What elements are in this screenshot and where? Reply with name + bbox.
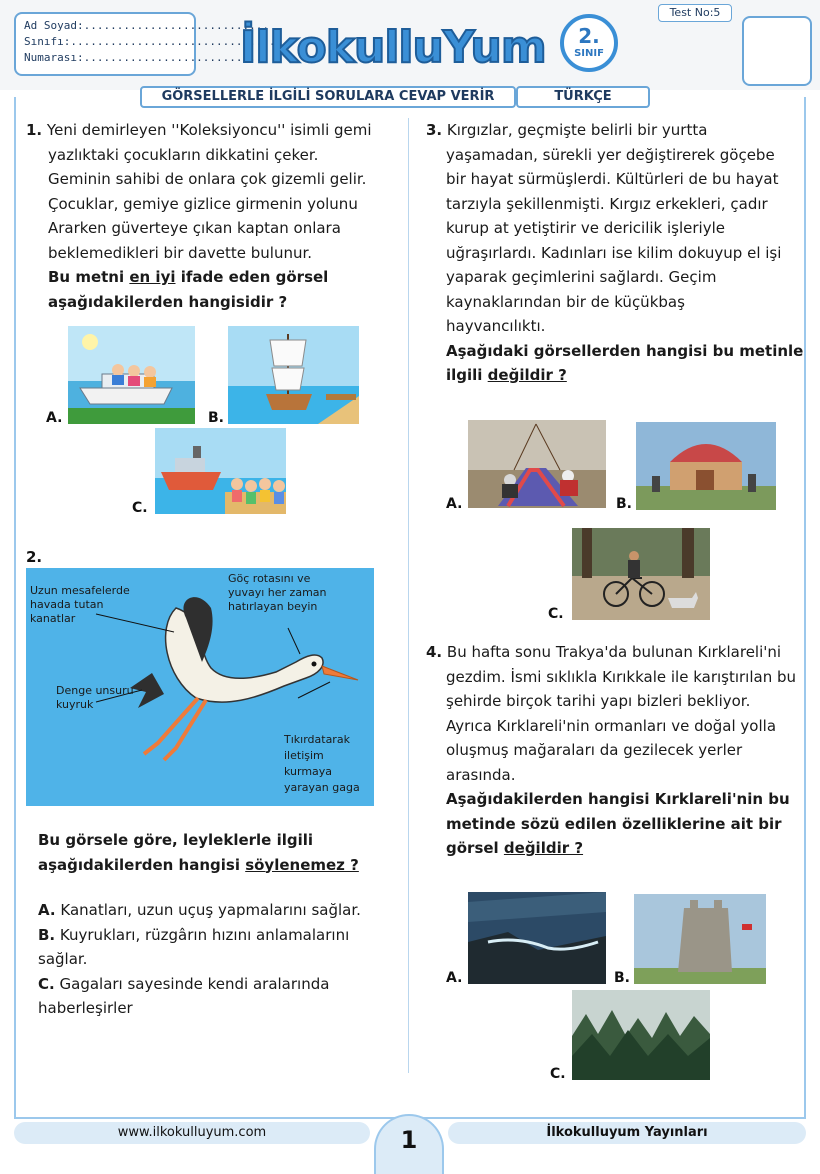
rocky-coast-image[interactable] [468, 892, 606, 984]
tail-label: Denge unsuru kuyruk [56, 684, 134, 711]
option-label: A. [446, 496, 463, 512]
stork-diagram [26, 568, 374, 806]
option-label: B. [614, 970, 630, 986]
bicycle-dog-image[interactable] [572, 528, 710, 620]
text-line: Çocuklar, gemiye gizlice girmenin yolunu [48, 194, 358, 213]
grade-number: 2. [578, 24, 600, 48]
number-field[interactable]: Numarası:........................... [24, 51, 263, 64]
score-box [742, 16, 812, 86]
text-line: yazlıktaki çocukların dikkatini çeker. [48, 145, 319, 164]
name-field[interactable]: Ad Soyad:............................ [24, 19, 270, 32]
test-number: Test No:5 [658, 4, 732, 22]
question-1 [26, 118, 406, 314]
footer-publisher: İlkokulluyum Yayınları [448, 1122, 806, 1144]
subject-label: TÜRKÇE [516, 86, 650, 108]
question-prompt: Bu metni en iyi ifade eden görsel [48, 268, 329, 286]
question-2-options [38, 898, 398, 1021]
student-info-box [14, 12, 296, 76]
option-label: C. [550, 1066, 566, 1082]
question-prompt: Aşağıdakilerden hangisi Kırklareli'nin bu [446, 790, 790, 808]
question-prompt: Aşağıdaki görsellerden hangisi bu metinle [446, 341, 804, 360]
grade-badge [560, 14, 618, 72]
ship-children-image[interactable] [155, 428, 286, 514]
option-label: B. [616, 496, 632, 512]
question-3: 3. Kırgızlar, geçmişte belirli bir yurtta yaşamadan, sürekli yer değiştirerek göçebe bir hayat sürmüşlerdi. Kültürleri de bu hayat tarzıyla şekillenmişti. Kırgız erkekleri, çadır kurup at yetiştirir ve dericilik işleriyle uğraşırlardı. Kadınları ise kilim dokuyup el işi yaparak geçimlerini sağlardı. Geçim kaynaklarından bir de küçükbaş hayvancılıktı. Aşağıdaki görsellerden hangisi bu metinle ilgili değildir ? [426, 118, 808, 388]
wings-label: Uzun mesafelerde havada tutan kanatlar [30, 584, 130, 625]
question-prompt-line-3: görsel değildir ? [446, 839, 584, 857]
stone-tower-image[interactable] [634, 894, 766, 984]
text-line: beklemedikleri bir davette bulunur. [48, 243, 313, 262]
option-c[interactable]: C. Gagaları sayesinde kendi aralarında [38, 974, 330, 993]
class-field[interactable]: Sınıfı:.................................. [24, 35, 296, 48]
yacht-kids-image[interactable] [68, 326, 195, 424]
beak-label: Tıkırdatarak iletişim kurmaya yarayan gaga [284, 733, 360, 794]
column-divider [408, 118, 409, 1073]
option-a[interactable]: A. Kanatları, uzun uçuş yapmalarını sağlar. [38, 901, 361, 919]
footer-website[interactable]: www.ilkokulluyum.com [14, 1122, 370, 1144]
option-label: C. [132, 500, 148, 516]
logo: İlkokulluYum [240, 22, 546, 73]
grade-label: SINIF [574, 48, 604, 59]
question-number: 2. [26, 548, 43, 566]
forest-image[interactable] [572, 990, 710, 1080]
brain-label: Göç rotasını ve yuvayı her zaman hatırlayan beyin [228, 572, 327, 613]
option-b-continued: sağlar. [38, 950, 88, 968]
question-4: 4. Bu hafta sonu Trakya'da bulunan Kırklareli'ni gezdim. İsmi sıklıkla Kırıkkale ile karıştırılan bu şehirde birçok tarihi yapı bizleri bekliyor. Ayrıca Kırklareli'nin ormanları ve doğal yolla oluşmuş mağaraları da gezilecek yerler arasında. Aşağıdakilerden hangisi Kırklareli'nin bu metinde sözü edilen özelliklerine ait bir görsel değildir ? [426, 640, 810, 861]
text-line: Geminin sahibi de onlara çok gizemli gelir. [48, 170, 367, 188]
question-number: 1. [26, 121, 43, 139]
question-prompt-line-2: aşağıdakilerden hangisidir ? [48, 292, 288, 311]
option-label: C. [548, 606, 564, 622]
option-label: B. [208, 410, 224, 426]
text-line: Ararken güverteye çıkan kaptan onlara [48, 219, 341, 237]
option-c-continued: haberleşirler [38, 999, 133, 1017]
option-label: A. [446, 970, 463, 986]
question-prompt-line-2: ilgili değildir ? [446, 366, 567, 384]
worksheet-title: GÖRSELLERLE İLGİLİ SORULARA CEVAP VERİR [140, 86, 516, 108]
option-b[interactable]: B. Kuyrukları, rüzgârın hızını anlamalarını [38, 925, 350, 944]
page-number: 1 [374, 1114, 444, 1174]
text-line: Yeni demirleyen ''Koleksiyoncu'' isimli gemi [46, 121, 372, 139]
carpet-weaving-image[interactable] [468, 420, 606, 508]
sailboat-image[interactable] [228, 326, 359, 424]
yurt-image[interactable] [636, 422, 776, 510]
question-prompt-line-2: metinde sözü edilen özelliklerine ait bir [446, 814, 782, 833]
question-2-prompt: Bu görsele göre, leyleklerle ilgili aşağıdakilerden hangisi söylenemez ? [38, 831, 359, 874]
option-label: A. [46, 410, 63, 426]
